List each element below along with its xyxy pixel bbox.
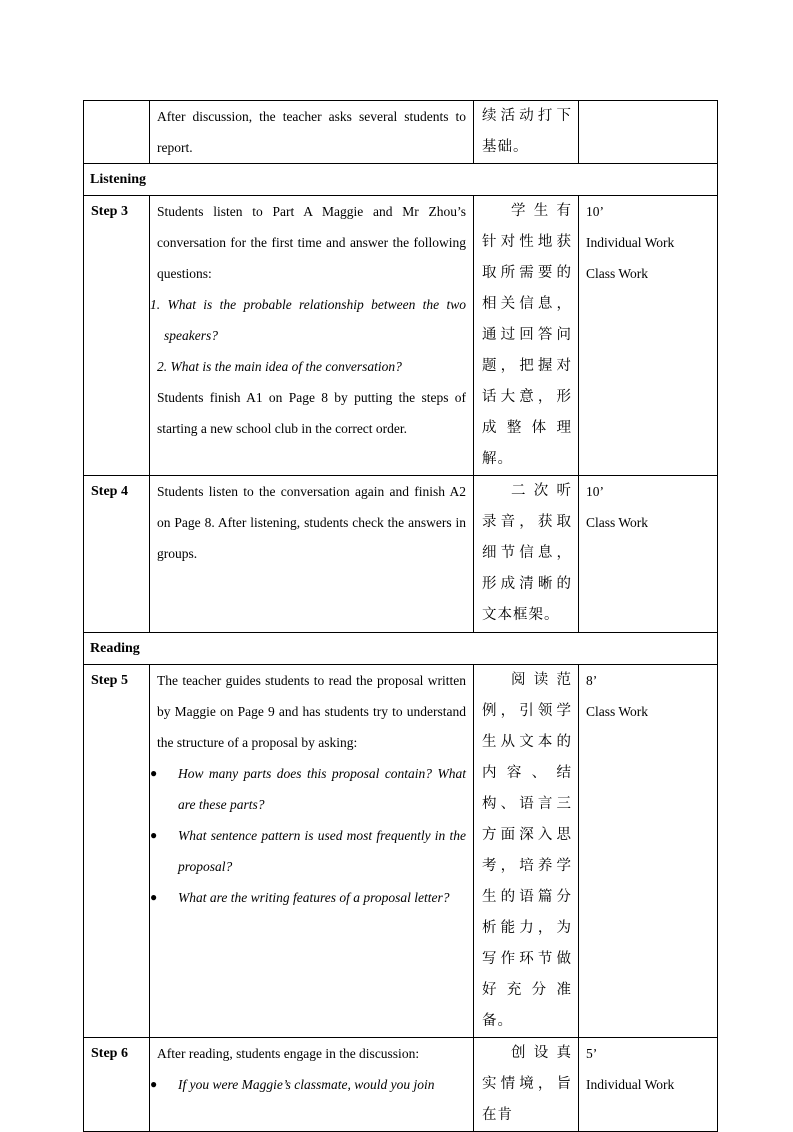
activity-cell [150, 196, 474, 476]
bullet-item [150, 820, 473, 882]
activity-cell [150, 101, 474, 164]
work-mode: Individual Work [586, 1077, 675, 1092]
time-cell [579, 665, 718, 1038]
activity-text: Students listen to the conversation again and finish A2 on Page 8. After listening, students check the answers in groups. [157, 484, 466, 561]
time-cell [579, 101, 718, 164]
activity-text: The teacher guides students to read the proposal written by Maggie on Page 9 and has students try to understand the structure of a proposal by asking: [157, 673, 466, 750]
bullet-icon: ● [150, 890, 158, 904]
work-mode: Class Work [586, 266, 649, 281]
bullet-item [150, 882, 473, 913]
activity-text: Students listen to Part A Maggie and Mr Zhou’s conversation for the first time and answer the following questions: [157, 204, 466, 281]
section-header-reading [84, 633, 718, 665]
section-title: Reading [90, 641, 140, 656]
step-cell [84, 665, 150, 1038]
table-row [84, 196, 718, 476]
duration: 10’ [586, 484, 604, 499]
bullet-item [150, 758, 473, 820]
bullet-text: How many parts does this proposal contain? What are these parts? [178, 766, 466, 812]
bullet-text: If you were Maggie’s classmate, would you join [178, 1077, 435, 1092]
activity-text: After discussion, the teacher asks several students to report. [157, 109, 466, 155]
table-row [84, 101, 718, 164]
section-row [84, 164, 718, 196]
bullet-icon: ● [150, 828, 158, 842]
activity-cell [150, 665, 474, 1038]
purpose-text: 创设真实情境，旨在肯 [482, 1045, 572, 1123]
time-cell [579, 1038, 718, 1132]
purpose-text: 阅读范例，引领学生从文本的内容、结构、语言三方面深入思考，培养学生的语篇分析能力，为写作环节做好充分准备。 [482, 672, 572, 1029]
step-label: Step 6 [91, 1046, 128, 1061]
purpose-cell [474, 101, 579, 164]
step-cell [84, 1038, 150, 1132]
time-cell [579, 476, 718, 633]
work-mode: Individual Work [586, 235, 675, 250]
activity-text: After reading, students engage in the discussion: [157, 1046, 420, 1061]
duration: 5’ [586, 1046, 598, 1061]
question-item: 2. What is the main idea of the conversation? [157, 359, 402, 374]
activity-text: Students finish A1 on Page 8 by putting the steps of starting a new school club in the correct order. [157, 390, 466, 436]
step-label: Step 4 [91, 484, 128, 499]
bullet-item [150, 1069, 473, 1100]
purpose-cell [474, 196, 579, 476]
step-cell [84, 196, 150, 476]
step-cell [84, 476, 150, 633]
activity-cell [150, 476, 474, 633]
activity-cell [150, 1038, 474, 1132]
duration: 8’ [586, 673, 598, 688]
section-title: Listening [90, 172, 147, 187]
time-cell [579, 196, 718, 476]
purpose-cell [474, 665, 579, 1038]
work-mode: Class Work [586, 515, 649, 530]
step-cell [84, 101, 150, 164]
lesson-plan-table [83, 100, 718, 1132]
step-label: Step 5 [91, 673, 128, 688]
bullet-icon: ● [150, 1077, 158, 1091]
question-item: 1. What is the probable relationship between the two speakers? [150, 297, 466, 343]
table-row [84, 476, 718, 633]
work-mode: Class Work [586, 704, 649, 719]
purpose-text: 学生有针对性地获取所需要的相关信息，通过回答问题，把握对话大意，形成整体理解。 [482, 203, 572, 467]
purpose-text: 二次听录音，获取细节信息，形成清晰的文本框架。 [482, 483, 572, 623]
section-row [84, 633, 718, 665]
bullet-text: What sentence pattern is used most frequently in the proposal? [178, 828, 466, 874]
purpose-cell [474, 476, 579, 633]
section-header-listening [84, 164, 718, 196]
bullet-text: What are the writing features of a proposal letter? [178, 890, 450, 905]
step-label: Step 3 [91, 204, 128, 219]
duration: 10’ [586, 204, 604, 219]
purpose-cell [474, 1038, 579, 1132]
table-row [84, 665, 718, 1038]
table-row [84, 1038, 718, 1132]
purpose-text: 续活动打下基础。 [482, 108, 572, 155]
bullet-icon: ● [150, 766, 158, 780]
